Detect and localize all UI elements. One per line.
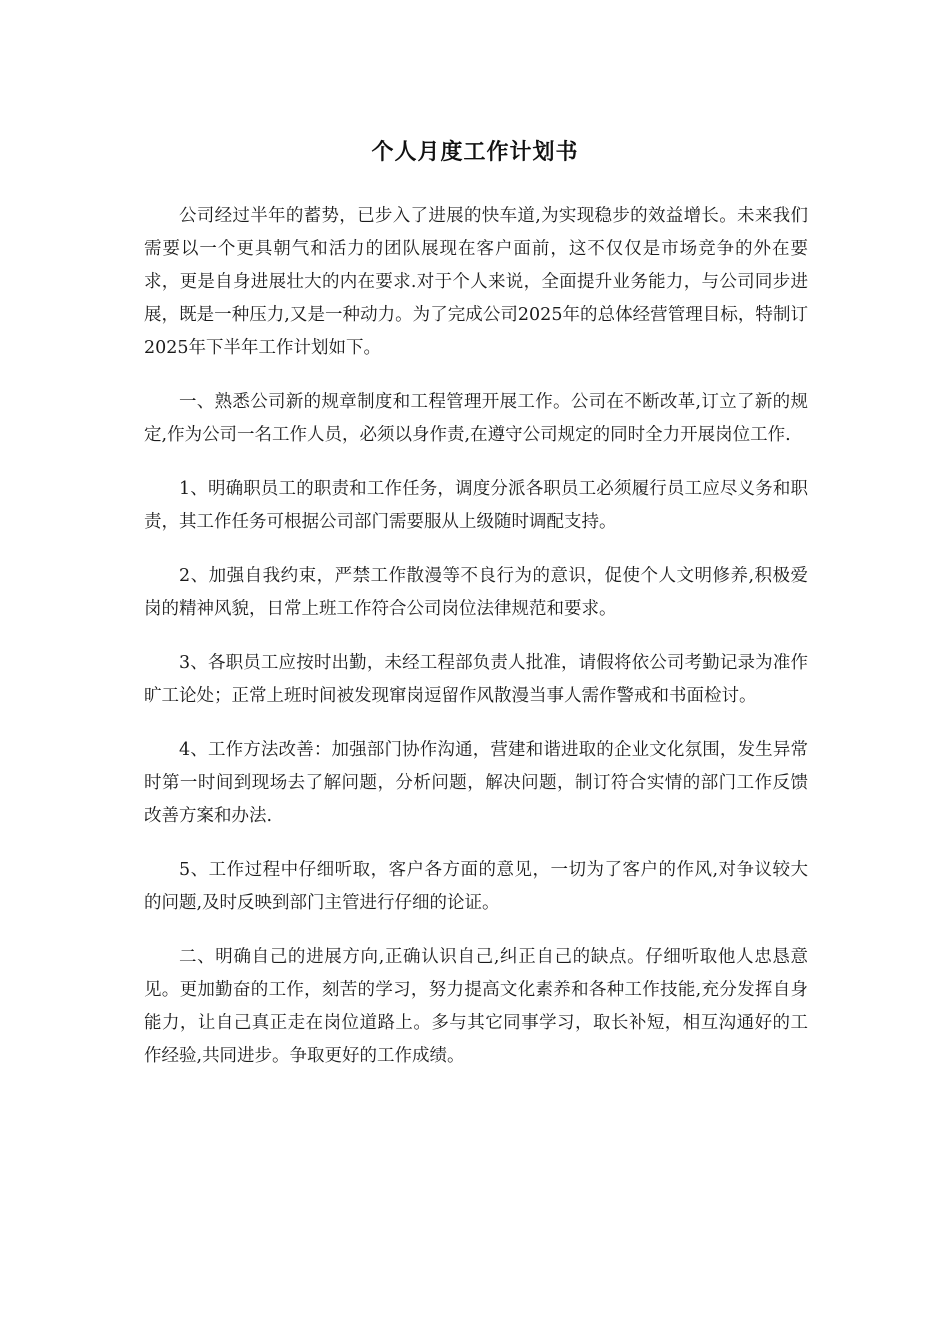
paragraph-item-2: 2、加强自我约束，严禁工作散漫等不良行为的意识，促使个人文明修养,积极爱岗的精神风貌，日常上班工作符合公司岗位法律规范和要求。 <box>144 566 808 619</box>
paragraph-item-5: 5、工作过程中仔细听取，客户各方面的意见，一切为了客户的作风,对争议较大的问题,及时反映到部门主管进行仔细的论证。 <box>144 860 808 913</box>
paragraph-section-2: 二、明确自己的进展方向,正确认识自己,纠正自己的缺点。仔细听取他人忠恳意见。更加勤奋的工作，刻苦的学习，努力提高文化素养和各种工作技能,充分发挥自身能力，让自己真正走在岗位道路上。多与其它同事学习，取长补短，相互沟通好的工作经验,共同进步。争取更好的工作成绩。 <box>144 947 808 1066</box>
document-title: 个人月度工作计划书 <box>371 139 579 165</box>
document-body <box>144 200 808 1094</box>
paragraph-item-3: 3、各职员工应按时出勤，未经工程部负责人批准，请假将依公司考勤记录为准作旷工论处；正常上班时间被发现窜岗逗留作风散漫当事人需作警戒和书面检讨。 <box>144 653 808 706</box>
paragraph-item-1: 1、明确职员工的职责和工作任务，调度分派各职员工必须履行员工应尽义务和职责，其工作任务可根据公司部门需要服从上级随时调配支持。 <box>144 479 808 532</box>
paragraph-item-4: 4、工作方法改善：加强部门协作沟通，营建和谐进取的企业文化氛围，发生异常时第一时间到现场去了解问题，分析问题，解决问题，制订符合实情的部门工作反馈改善方案和办法. <box>144 740 808 826</box>
paragraph-section-1: 一、熟悉公司新的规章制度和工程管理开展工作。公司在不断改革,订立了新的规定,作为公司一名工作人员，必须以身作责,在遵守公司规定的同时全力开展岗位工作. <box>144 392 808 445</box>
paragraph-intro: 公司经过半年的蓄势，已步入了进展的快车道,为实现稳步的效益增长。未来我们需要以一个更具朝气和活力的团队展现在客户面前，这不仅仅是市场竞争的外在要求，更是自身进展壮大的内在要求.对于个人来说，全面提升业务能力，与公司同步进展，既是一种压力,又是一种动力。为了完成公司2025年的总体经营管理目标，特制订2025年下半年工作计划如下。 <box>144 206 808 358</box>
